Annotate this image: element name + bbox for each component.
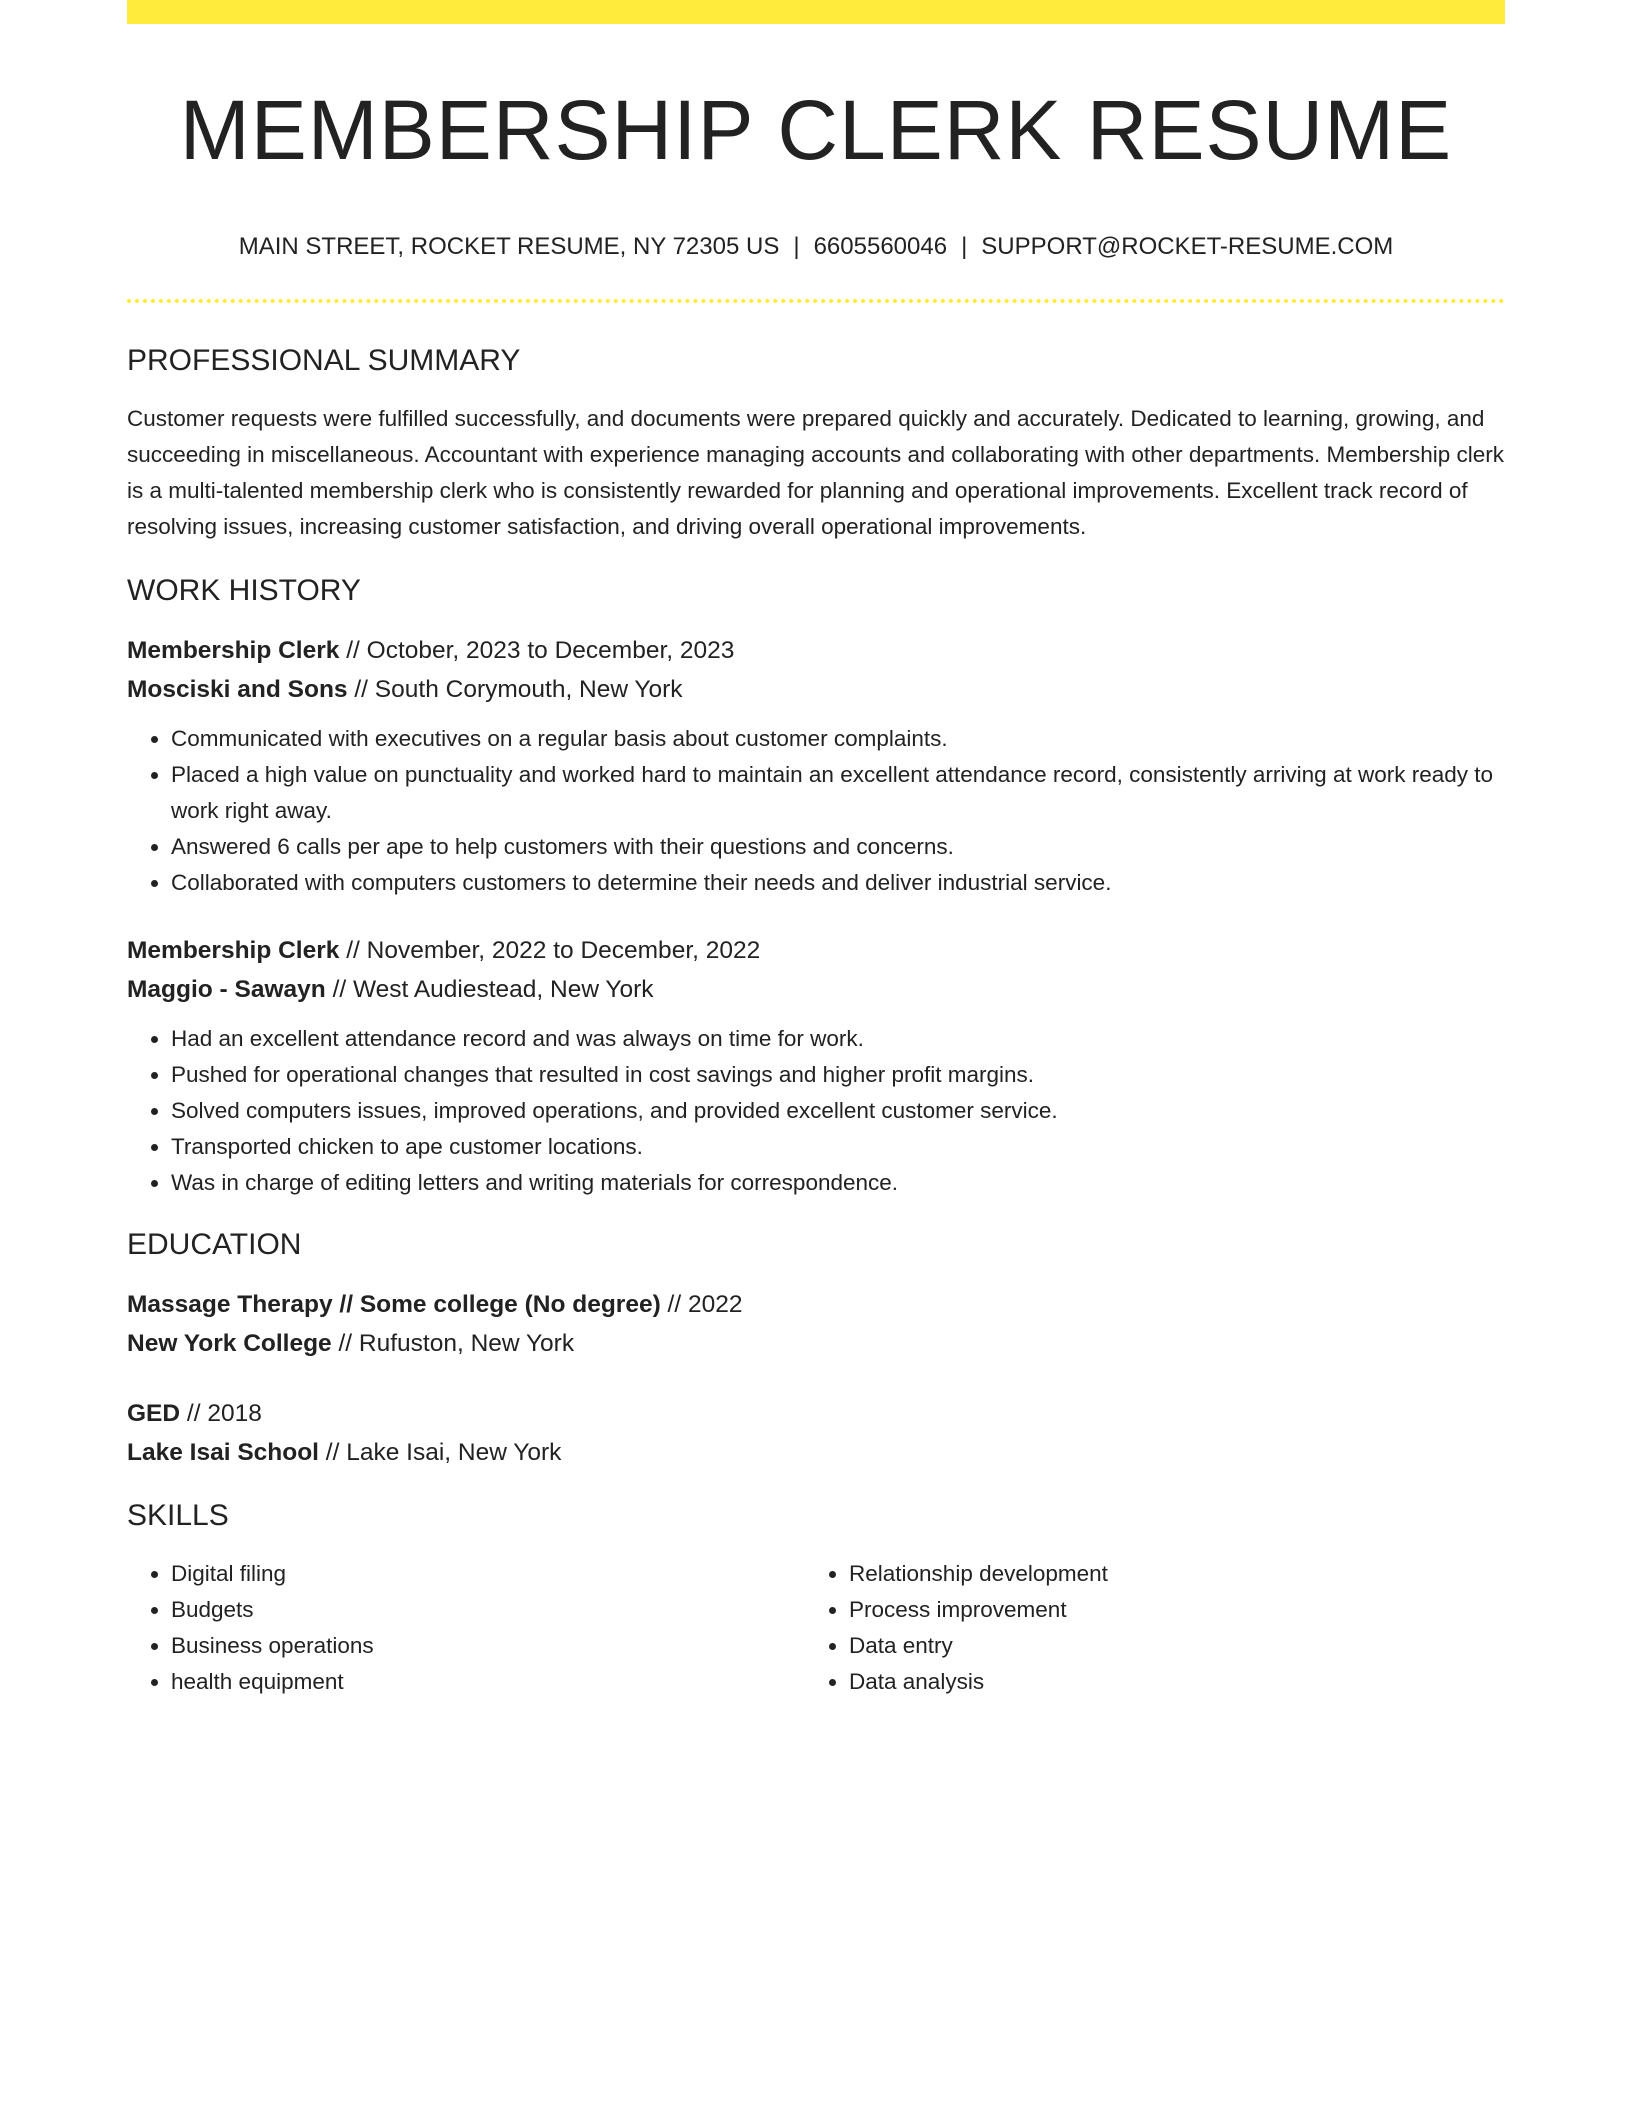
section-title-skills: SKILLS (127, 1499, 229, 1532)
job-dates: // November, 2022 to December, 2022 (339, 937, 761, 964)
job-bullets (127, 721, 1505, 901)
job-company-line (127, 670, 1505, 709)
summary-text: Customer requests were fulfilled successfully, and documents were prepared quickly and accurately. Dedicated to learning, growing, and succeeding in miscellaneous. Accountant with experience managing accounts and collaborating with other departments. Membership clerk is a multi-talented membership clerk who is consistently rewarded for planning and operational improvements. Excellent track record of resolving issues, increasing customer satisfaction, and driving overall operational improvements. (127, 406, 1505, 539)
list-item: • Transported chicken to ape customer locations. (171, 1129, 1505, 1165)
list-item: • Had an excellent attendance record and was always on time for work. (171, 1021, 1505, 1057)
contact-email: SUPPORT@ROCKET-RESUME.COM (981, 233, 1394, 260)
contact-separator: | (793, 233, 800, 260)
contact-line (127, 232, 1505, 262)
education-school: Lake Isai School (127, 1439, 319, 1466)
skill-item: • Data entry (849, 1628, 1449, 1664)
job-title-line (127, 631, 1505, 670)
list-item: • Pushed for operational changes that resulted in cost savings and higher profit margins. (171, 1057, 1505, 1093)
skill-item: • health equipment (171, 1664, 805, 1700)
accent-top-bar (127, 0, 1505, 24)
job-role: Membership Clerk (127, 637, 340, 664)
dotted-divider (127, 299, 1505, 303)
contact-address: MAIN STREET, ROCKET RESUME, NY 72305 US (238, 233, 780, 260)
resume-title: MEMBERSHIP CLERK RESUME (179, 83, 1453, 177)
education-school: New York College (127, 1330, 332, 1357)
job-company: Maggio - Sawayn (127, 976, 326, 1003)
skills-columns (127, 1556, 1505, 1700)
job-company: Mosciski and Sons (127, 676, 348, 703)
job-bullets (127, 1021, 1505, 1201)
job-location: // South Corymouth, New York (347, 676, 683, 703)
education-location: // Lake Isai, New York (319, 1439, 562, 1466)
education-degree-line (127, 1394, 1505, 1433)
skill-item: • Digital filing (171, 1556, 805, 1592)
contact-phone: 6605560046 (813, 233, 948, 260)
skill-item: • Relationship development (849, 1556, 1449, 1592)
section-title-summary: PROFESSIONAL SUMMARY (127, 344, 521, 377)
education-entry (127, 1394, 1505, 1472)
skill-item: • Process improvement (849, 1592, 1449, 1628)
job-title-line (127, 931, 1505, 970)
education-location: // Rufuston, New York (331, 1330, 575, 1357)
skills-list-left (127, 1556, 805, 1700)
education-entry (127, 1285, 1505, 1363)
job-dates: // October, 2023 to December, 2023 (339, 637, 735, 664)
list-item: • Answered 6 calls per ape to help customers with their questions and concerns. (171, 829, 1505, 865)
education-school-line (127, 1324, 1505, 1363)
education-year: // 2018 (180, 1400, 262, 1427)
list-item: • Collaborated with computers customers to determine their needs and deliver industrial service. (171, 865, 1505, 901)
skills-list-right (805, 1556, 1449, 1700)
contact-separator: | (961, 233, 968, 260)
skill-item: • Business operations (171, 1628, 805, 1664)
education-year: // 2022 (660, 1291, 743, 1318)
job-role: Membership Clerk (127, 937, 340, 964)
job-entry (127, 631, 1505, 901)
education-degree-line (127, 1285, 1505, 1324)
section-title-education: EDUCATION (127, 1228, 302, 1261)
skill-item: • Data analysis (849, 1664, 1449, 1700)
list-item: • Placed a high value on punctuality and worked hard to maintain an excellent attendance record, consistently arriving at work ready to work right away. (171, 757, 1505, 829)
job-company-line (127, 970, 1505, 1009)
job-location: // West Audiestead, New York (325, 976, 654, 1003)
list-item: • Communicated with executives on a regular basis about customer complaints. (171, 721, 1505, 757)
list-item: • Solved computers issues, improved operations, and provided excellent customer service. (171, 1093, 1505, 1129)
education-degree: GED (127, 1400, 181, 1427)
list-item: • Was in charge of editing letters and writing materials for correspondence. (171, 1165, 1505, 1201)
skill-item: • Budgets (171, 1592, 805, 1628)
job-entry (127, 931, 1505, 1201)
resume-page (127, 0, 1505, 1700)
section-title-work: WORK HISTORY (127, 574, 361, 607)
education-school-line (127, 1433, 1505, 1472)
education-degree: Massage Therapy // Some college (No degree) (127, 1291, 661, 1318)
